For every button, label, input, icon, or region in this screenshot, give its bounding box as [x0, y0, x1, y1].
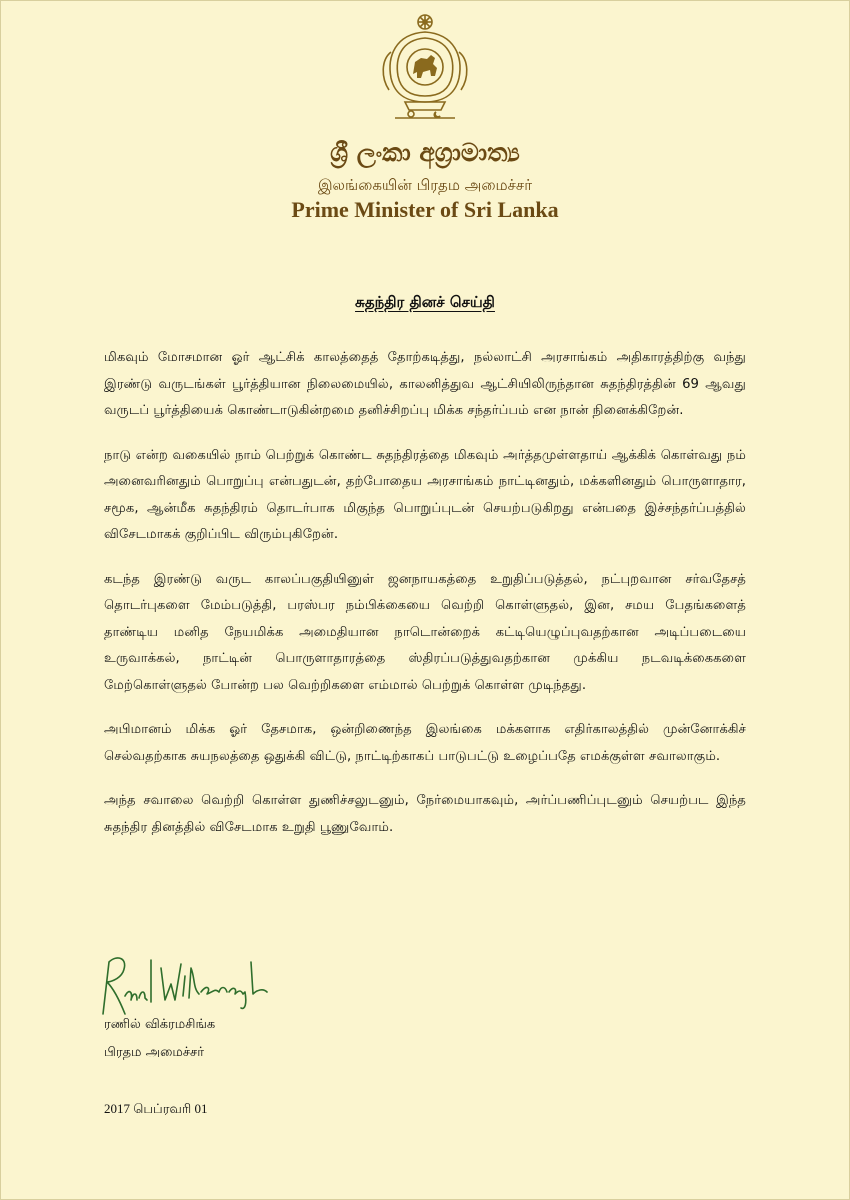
message-body [104, 345, 746, 859]
paragraph: அபிமானம் மிக்க ஓர் தேசமாக, ஒன்றிணைந்த இலங்கை மக்களாக எதிர்காலத்தில் முன்னோக்கிச் செல்வதற்காக சுயநலத்தை ஒதுக்கி விட்டு, நாட்டிற்காகப் பாடுபட்டு உழைப்பதே எமக்குள்ள சவாலாகும். [104, 722, 746, 764]
signer-title: பிரதம அமைச்சர் [104, 1045, 205, 1060]
sinhala-title: ශ්‍රී ලංකා අග්‍රාමාත්‍ය [330, 138, 520, 167]
sri-lanka-emblem-icon [375, 12, 475, 120]
paragraph: அந்த சவாலை வெற்றி கொள்ள துணிச்சலுடனும், நேர்மையாகவும், அர்ப்பணிப்புடனும் செயற்பட இந்த சுதந்திர தினத்தில் விசேடமாக உறுதி பூணுவோம். [104, 793, 746, 835]
english-title: Prime Minister of Sri Lanka [291, 197, 559, 222]
tamil-title: இலங்கையின் பிரதம அமைச்சர் [317, 176, 533, 194]
signer-name: ரணில் விக்ரமசிங்க [104, 1017, 216, 1032]
document-title: சுதந்திர தினச் செய்தி [355, 293, 495, 311]
document-date: 2017 பெப்ரவரி 01 [104, 1101, 208, 1116]
paragraph: கடந்த இரண்டு வருட காலப்பகுதியினுள் ஜனநாயகத்தை உறுதிப்படுத்தல், நட்புறவான சர்வதேசத் தொடர்புகளை மேம்படுத்தி, பரஸ்பர நம்பிக்கையை வெற்றி கொள்ளுதல், இன, சமய பேதங்களைத் தாண்டிய மனித நேயமிக்க அமைதியான நாடொன்றைக் கட்டியெழுப்புவதற்கான அடிப்படையை உருவாக்கல், நாட்டின் பொருளாதாரத்தை ஸ்திரப்படுத்துவதற்கான முக்கிய நடவடிக்கைகளை மேற்கொள்ளுதல் போன்ற பல வெற்றிகளை எம்மால் பெற்றுக் கொள்ள முடிந்தது. [104, 571, 746, 693]
handwritten-signature [95, 948, 285, 1018]
paragraph: நாடு என்ற வகையில் நாம் பெற்றுக் கொண்ட சுதந்திரத்தை மிகவும் அர்த்தமுள்ளதாய் ஆக்கிக் கொள்வது நம் அனைவரினதும் பொறுப்பு என்பதுடன், தற்போதைய அரசாங்கம் நாட்டினதும், மக்களினதும் பொருளாதார, சமூக, ஆன்மீக சுதந்திரம் தொடர்பாக மிகுந்த பொறுப்புடன் செயற்படுகிறது என்பதை இச்சந்தர்ப்பத்தில் விசேடமாகக் குறிப்பிட விரும்புகிறேன். [104, 447, 746, 542]
paragraph: மிகவும் மோசமான ஓர் ஆட்சிக் காலத்தைத் தோற்கடித்து, நல்லாட்சி அரசாங்கம் அதிகாரத்திற்கு வந்து இரண்டு வருடங்கள் பூர்த்தியான நிலைமையில், காலனித்துவ ஆட்சியிலிருந்தான சுதந்திரத்தின் 69 ஆவது வருடப் பூர்த்தியைக் கொண்டாடுகின்றமை தனிச்சிறப்பு மிக்க சந்தர்ப்பம் என நான் நினைக்கிறேன். [104, 350, 746, 418]
